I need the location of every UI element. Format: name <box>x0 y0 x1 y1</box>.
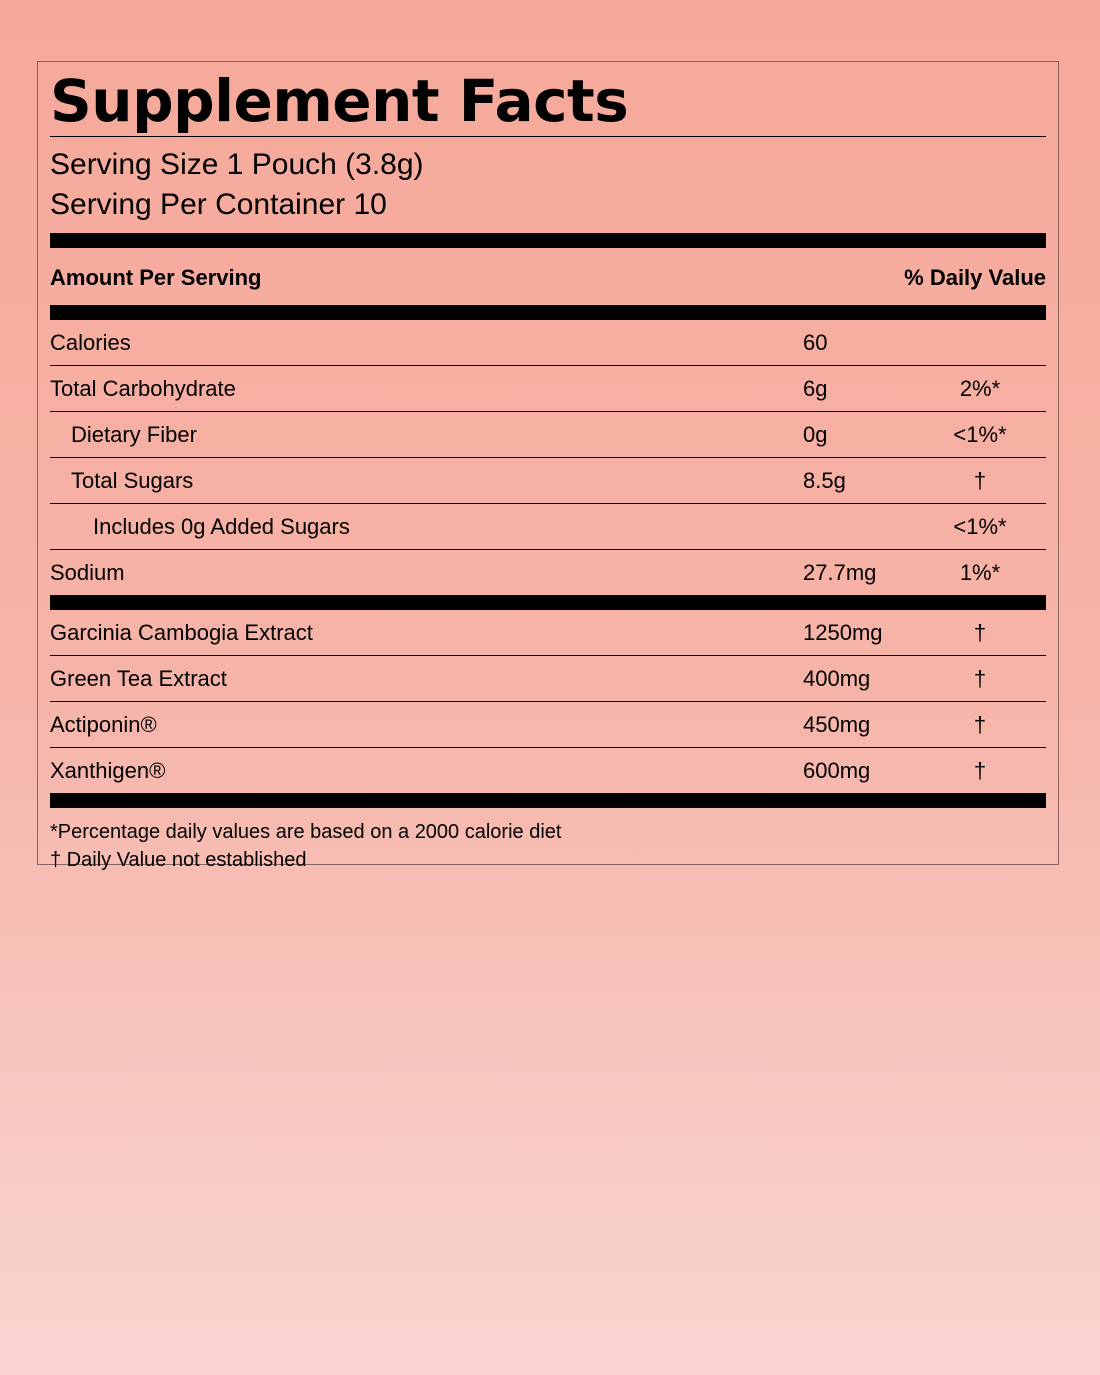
ingredient-amount: 1250mg <box>803 620 883 645</box>
nutrient-list <box>50 320 1046 595</box>
ingredient-daily-value: † <box>973 712 987 737</box>
nutrient-amount: 60 <box>803 330 828 355</box>
nutrient-name: Sodium <box>50 560 125 585</box>
daily-value-label: % Daily Value <box>904 265 1046 290</box>
nutrient-name: Total Carbohydrate <box>50 376 236 401</box>
column-header <box>50 248 1046 305</box>
ingredient-daily-value: † <box>973 666 987 691</box>
dagger-note: † Daily Value not established <box>50 849 307 871</box>
footnotes <box>50 808 1046 874</box>
thick-divider-bottom <box>50 793 1046 808</box>
ingredient-row-xanthigen <box>50 748 1046 793</box>
nutrient-row-total-sugars <box>50 458 1046 504</box>
nutrient-daily-value: 2%* <box>959 376 1001 401</box>
ingredient-name: Garcinia Cambogia Extract <box>50 620 313 645</box>
ingredient-name: Xanthigen® <box>50 758 166 783</box>
nutrient-row-sodium <box>50 550 1046 595</box>
servings-per-container: Serving Per Container 10 <box>50 188 387 221</box>
nutrient-daily-value: <1%* <box>953 514 1007 539</box>
supplement-facts-panel <box>37 61 1059 871</box>
nutrient-name: Total Sugars <box>71 468 194 493</box>
thick-divider-ingredients <box>50 595 1046 610</box>
nutrient-amount: 0g <box>803 422 828 447</box>
nutrient-row-total-carbohydrate <box>50 366 1046 412</box>
panel-title: Supplement Facts <box>50 67 629 135</box>
nutrient-row-added-sugars <box>50 504 1046 550</box>
nutrient-row-dietary-fiber <box>50 412 1046 458</box>
ingredient-row-actiponin <box>50 702 1046 748</box>
ingredient-daily-value: † <box>973 620 987 645</box>
nutrient-daily-value: <1%* <box>953 422 1007 447</box>
serving-size: Serving Size 1 Pouch (3.8g) <box>50 148 424 181</box>
nutrient-amount: 8.5g <box>803 468 846 493</box>
nutrient-row-calories <box>50 320 1046 366</box>
amount-per-serving-label: Amount Per Serving <box>50 265 262 290</box>
thick-divider-header <box>50 305 1046 320</box>
thick-divider-top <box>50 233 1046 248</box>
nutrient-name: Dietary Fiber <box>71 422 197 447</box>
nutrient-name: Includes 0g Added Sugars <box>93 514 350 539</box>
supplement-facts-content <box>50 62 1046 874</box>
nutrient-daily-value: 1%* <box>959 560 1001 585</box>
nutrient-amount: 6g <box>803 376 828 401</box>
ingredient-daily-value: † <box>973 758 987 783</box>
nutrient-amount: 27.7mg <box>803 560 877 585</box>
ingredient-name: Actiponin® <box>50 712 157 737</box>
ingredient-list <box>50 610 1046 793</box>
ingredient-row-garcinia-cambogia <box>50 610 1046 656</box>
nutrient-daily-value: † <box>973 468 987 493</box>
ingredient-amount: 450mg <box>803 712 871 737</box>
ingredient-row-green-tea <box>50 656 1046 702</box>
nutrient-name: Calories <box>50 330 131 355</box>
serving-info <box>50 137 1046 233</box>
ingredient-amount: 400mg <box>803 666 871 691</box>
ingredient-name: Green Tea Extract <box>50 666 227 691</box>
percent-daily-value-note: *Percentage daily values are based on a 2000 calorie diet <box>50 821 562 843</box>
ingredient-amount: 600mg <box>803 758 871 783</box>
